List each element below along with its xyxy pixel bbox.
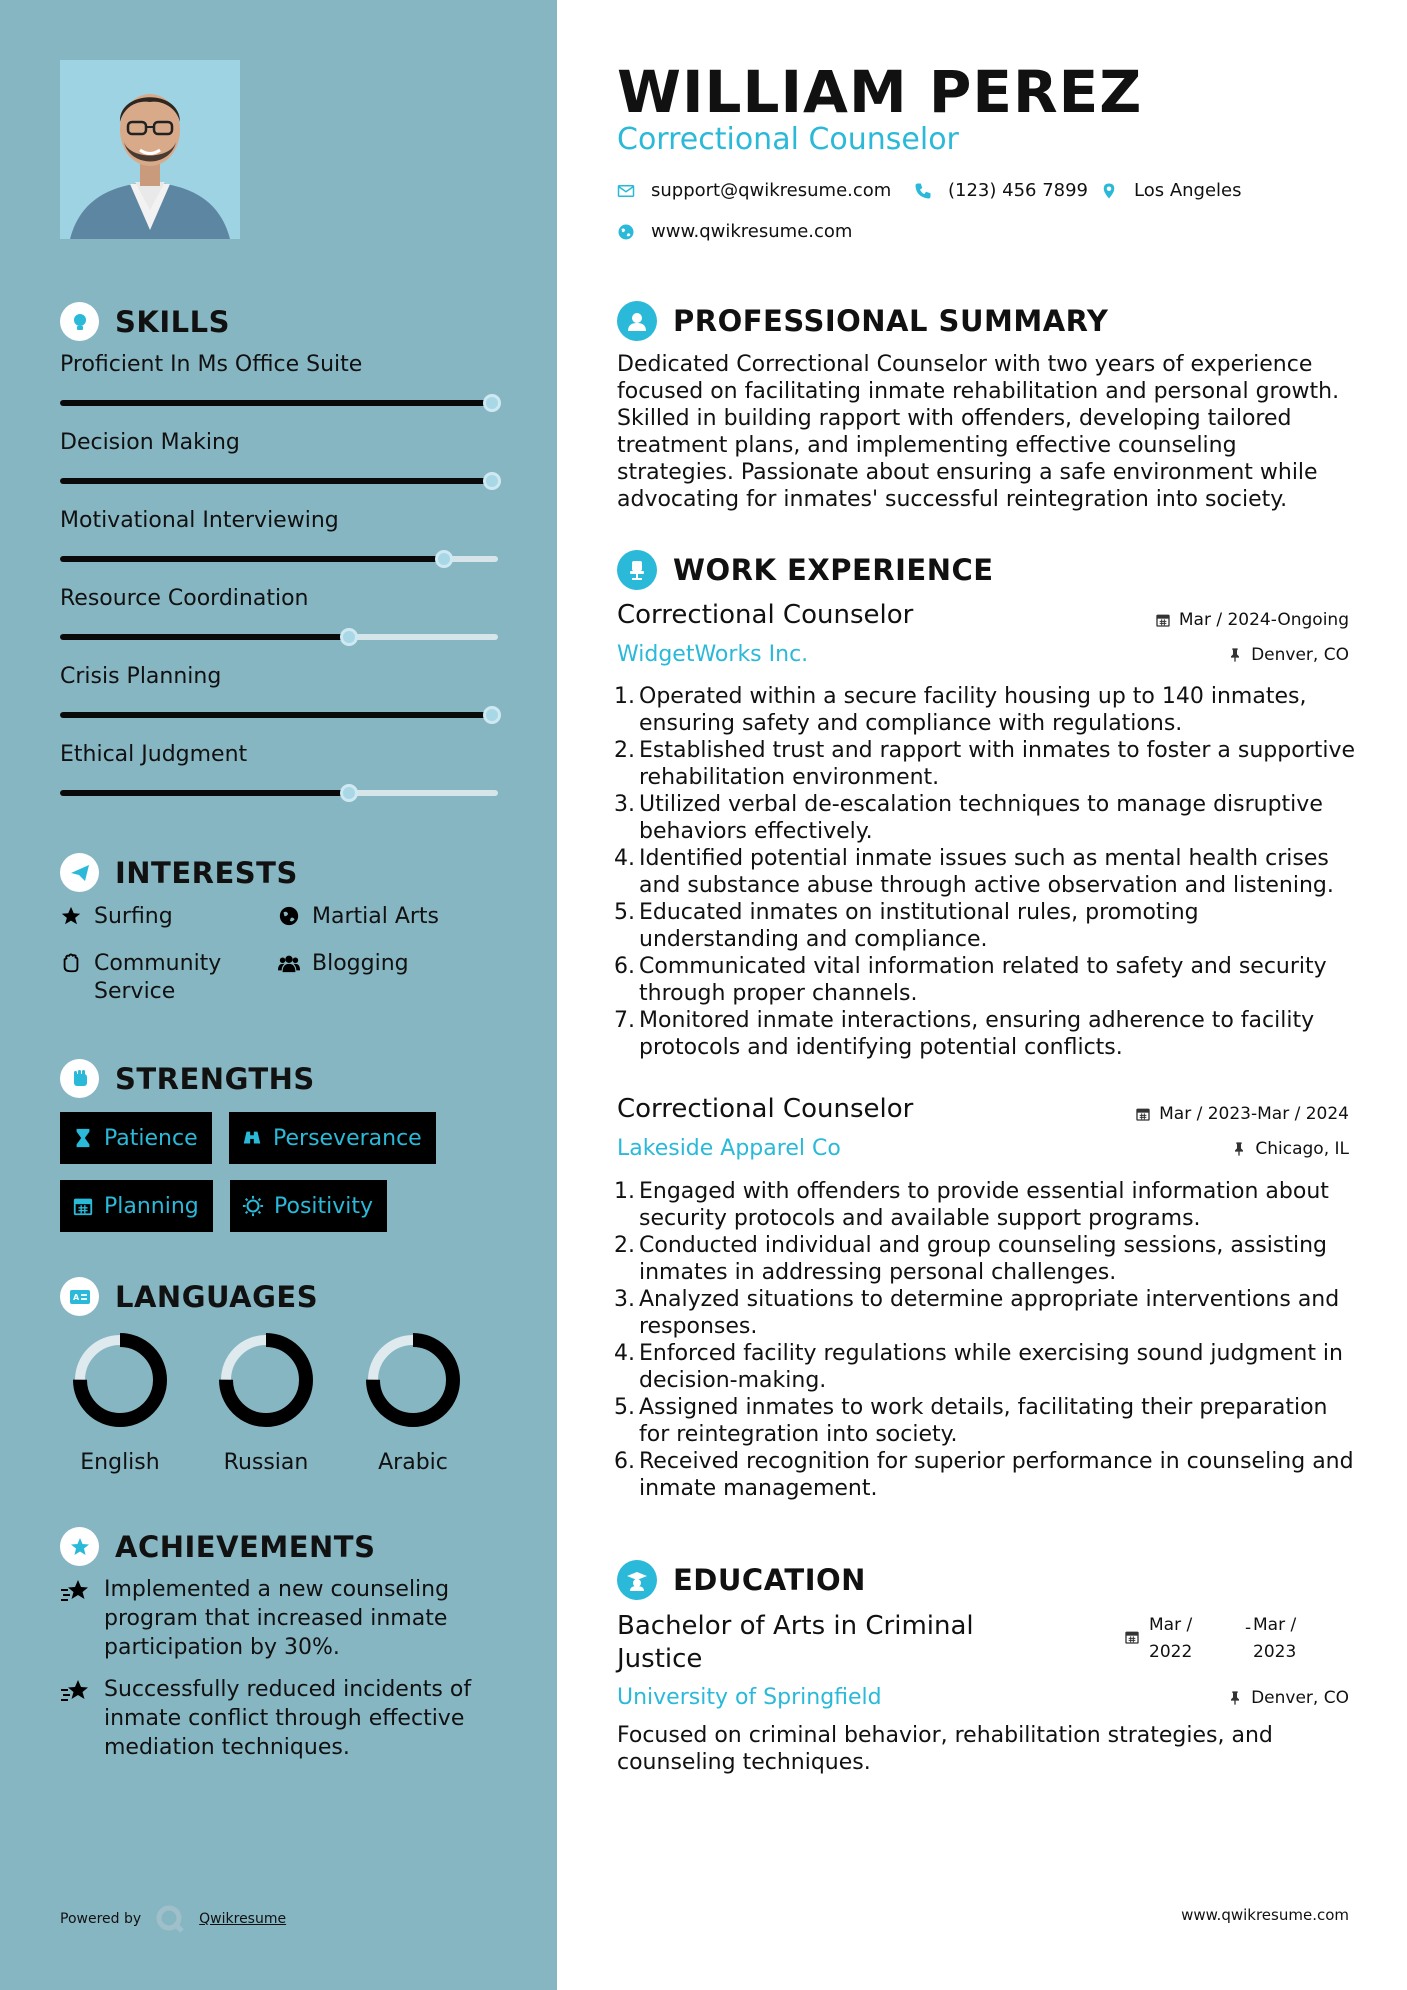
responsibility-text: Identified potential inmate issues such as mental health crises and substance abuse through active observation and listening. bbox=[639, 846, 1334, 898]
responsibility-number: 1. bbox=[614, 1179, 635, 1204]
qwikresume-link[interactable]: Qwikresume bbox=[199, 1911, 287, 1927]
office-chair-icon bbox=[617, 550, 657, 590]
skill-label: Crisis Planning bbox=[60, 664, 222, 689]
skill-level-fill bbox=[60, 790, 349, 796]
pushpin-icon bbox=[1227, 647, 1243, 663]
job-role: Correctional Counselor bbox=[617, 1094, 914, 1124]
responsibility-number: 6. bbox=[614, 954, 635, 979]
calendar-icon bbox=[1124, 1629, 1140, 1645]
responsibility-number: 6. bbox=[614, 1449, 635, 1474]
responsibility-item bbox=[611, 1448, 1359, 1502]
strengths-heading: STRENGTHS bbox=[115, 1061, 315, 1096]
interests-section-header bbox=[60, 853, 298, 892]
svg-text:A: A bbox=[72, 1292, 79, 1302]
responsibility-item bbox=[611, 1007, 1359, 1061]
summary-section-header bbox=[617, 301, 1108, 341]
job-dates-text: Mar / 2023-Mar / 2024 bbox=[1159, 1104, 1349, 1124]
responsibility-number: 7. bbox=[614, 1008, 635, 1033]
skill-level-knob bbox=[483, 706, 501, 724]
experience-section-header bbox=[617, 550, 994, 590]
phone-text: (123) 456 7899 bbox=[948, 180, 1089, 201]
footer-url[interactable]: www.qwikresume.com bbox=[1181, 1906, 1349, 1924]
skill-label: Resource Coordination bbox=[60, 586, 309, 611]
map-pin-icon bbox=[1100, 182, 1118, 200]
hand-icon bbox=[60, 952, 82, 974]
interest-label: Blogging bbox=[312, 951, 409, 976]
responsibility-text: Operated within a secure facility housing up to 140 inmates, ensuring safety and compliance with regulations. bbox=[639, 684, 1307, 736]
contact-website[interactable] bbox=[617, 221, 852, 242]
language-level-ring bbox=[218, 1332, 314, 1428]
responsibility-text: Educated inmates on institutional rules, promoting understanding and compliance. bbox=[639, 900, 1199, 952]
achievements-heading: ACHIEVEMENTS bbox=[115, 1529, 376, 1564]
skill-level-bar bbox=[60, 400, 498, 406]
language-level-ring bbox=[365, 1332, 461, 1428]
strength-label: Perseverance bbox=[273, 1125, 422, 1151]
hourglass-icon bbox=[72, 1127, 94, 1149]
education-end-year: 2023 bbox=[1253, 1642, 1297, 1662]
education-start bbox=[1149, 1612, 1192, 1666]
skill-level-bar bbox=[60, 478, 498, 484]
qwikresume-logo-icon bbox=[155, 1904, 185, 1934]
strength-label: Positivity bbox=[274, 1193, 374, 1219]
language-card-icon bbox=[60, 1277, 99, 1316]
responsibility-item bbox=[611, 899, 1359, 953]
skill-level-fill bbox=[60, 712, 492, 718]
achievement-item bbox=[60, 1575, 500, 1662]
school[interactable]: University of Springfield bbox=[617, 1685, 882, 1710]
globe-icon bbox=[278, 905, 300, 927]
calendar-icon bbox=[1155, 612, 1171, 628]
sun-icon bbox=[242, 1195, 264, 1217]
website-text: www.qwikresume.com bbox=[651, 221, 853, 242]
interest-label: Martial Arts bbox=[312, 904, 440, 929]
achievement-text: Successfully reduced incidents of inmate conflict through effective mediation techniques. bbox=[104, 1677, 472, 1760]
summary-heading: PROFESSIONAL SUMMARY bbox=[673, 304, 1109, 338]
shooting-star-icon bbox=[60, 1677, 92, 1705]
education-heading: EDUCATION bbox=[673, 1563, 866, 1597]
paper-plane-icon bbox=[60, 853, 99, 892]
job-company[interactable]: WidgetWorks Inc. bbox=[617, 642, 809, 667]
powered-by-label: Powered by bbox=[60, 1911, 142, 1927]
interest-community-service bbox=[60, 950, 244, 1006]
responsibility-item bbox=[611, 1286, 1359, 1340]
job-location-text: Chicago, IL bbox=[1255, 1139, 1349, 1159]
responsibility-text: Conducted individual and group counseling sessions, assisting inmates in addressing personal challenges. bbox=[639, 1233, 1327, 1285]
pushpin-icon bbox=[1231, 1141, 1247, 1157]
education-location bbox=[1227, 1688, 1349, 1708]
skill-level-fill bbox=[60, 634, 349, 640]
skill-level-knob bbox=[483, 394, 501, 412]
responsibility-text: Established trust and rapport with inmates to foster a supportive rehabilitation environment. bbox=[639, 738, 1356, 790]
powered-by bbox=[60, 1904, 286, 1934]
binoculars-icon bbox=[241, 1127, 263, 1149]
interest-martial-arts bbox=[278, 903, 439, 931]
education-end bbox=[1253, 1612, 1296, 1666]
shooting-star-icon bbox=[60, 1577, 92, 1605]
job-location bbox=[1227, 645, 1349, 665]
skill-level-knob bbox=[340, 784, 358, 802]
lightbulb-icon bbox=[60, 302, 99, 341]
job-responsibilities bbox=[611, 1178, 1359, 1502]
responsibility-text: Received recognition for superior performance in counseling and inmate management. bbox=[639, 1449, 1354, 1501]
calendar-icon bbox=[72, 1195, 94, 1217]
responsibility-number: 4. bbox=[614, 1341, 635, 1366]
responsibility-text: Monitored inmate interactions, ensuring adherence to facility protocols and identifying potential conflicts. bbox=[639, 1008, 1315, 1060]
strength-label: Patience bbox=[104, 1125, 198, 1151]
skill-level-bar bbox=[60, 712, 498, 718]
language-label: Arabic bbox=[378, 1450, 448, 1475]
skill-label: Proficient In Ms Office Suite bbox=[60, 352, 363, 377]
job-dates bbox=[1135, 1104, 1349, 1124]
responsibility-text: Communicated vital information related to safety and security through proper channels. bbox=[639, 954, 1327, 1006]
graduate-icon bbox=[617, 1560, 657, 1600]
achievement-item bbox=[60, 1675, 500, 1762]
star-icon bbox=[60, 905, 82, 927]
responsibility-item bbox=[611, 1340, 1359, 1394]
skill-level-fill bbox=[60, 478, 492, 484]
responsibility-text: Engaged with offenders to provide essential information about security protocols and available support programs. bbox=[639, 1179, 1329, 1231]
responsibility-number: 2. bbox=[614, 1233, 635, 1258]
location-text: Los Angeles bbox=[1134, 180, 1242, 201]
responsibility-number: 4. bbox=[614, 846, 635, 871]
responsibility-item bbox=[611, 1232, 1359, 1286]
responsibility-number: 2. bbox=[614, 738, 635, 763]
achievements-section-header bbox=[60, 1527, 375, 1566]
skill-label: Motivational Interviewing bbox=[60, 508, 339, 533]
email-text: support@qwikresume.com bbox=[651, 180, 892, 201]
language-label: English bbox=[80, 1450, 160, 1475]
job-location-text: Denver, CO bbox=[1251, 645, 1349, 665]
interest-blogging bbox=[278, 950, 409, 978]
skill-level-knob bbox=[340, 628, 358, 646]
strength-planning bbox=[60, 1180, 213, 1232]
job-role: Correctional Counselor bbox=[617, 600, 914, 630]
degree: Bachelor of Arts in Criminal Justice bbox=[617, 1611, 974, 1674]
responsibility-text: Analyzed situations to determine appropriate interventions and responses. bbox=[639, 1287, 1340, 1339]
language-level-ring bbox=[72, 1332, 168, 1428]
interest-label: Surfing bbox=[94, 904, 173, 929]
users-icon bbox=[278, 952, 300, 974]
languages-heading: LANGUAGES bbox=[115, 1279, 319, 1314]
skill-level-fill bbox=[60, 556, 444, 562]
job-dates bbox=[1155, 610, 1349, 630]
experience-heading: WORK EXPERIENCE bbox=[673, 553, 994, 587]
education-start-year: 2022 bbox=[1149, 1642, 1193, 1662]
skill-level-bar bbox=[60, 556, 498, 562]
language-item bbox=[206, 1332, 326, 1475]
education-start-month: Mar / bbox=[1149, 1615, 1193, 1635]
phone-icon bbox=[914, 182, 932, 200]
responsibility-text: Utilized verbal de-escalation techniques to manage disruptive behaviors effectively. bbox=[639, 792, 1323, 844]
globe-icon bbox=[617, 223, 635, 241]
interest-label: Community Service bbox=[94, 951, 222, 1004]
job-company[interactable]: Lakeside Apparel Co bbox=[617, 1136, 841, 1161]
responsibility-item bbox=[611, 953, 1359, 1007]
languages-section-header bbox=[60, 1277, 318, 1316]
responsibility-item bbox=[611, 791, 1359, 845]
skill-label: Decision Making bbox=[60, 430, 240, 455]
education-date-dash: - bbox=[1245, 1618, 1252, 1638]
responsibility-number: 1. bbox=[614, 684, 635, 709]
skill-level-knob bbox=[435, 550, 453, 568]
achievement-text: Implemented a new counseling program that increased inmate participation by 30%. bbox=[104, 1577, 450, 1660]
skills-section-header bbox=[60, 302, 230, 341]
strength-positivity bbox=[230, 1180, 387, 1232]
responsibility-number: 3. bbox=[614, 792, 635, 817]
responsibility-item bbox=[611, 1394, 1359, 1448]
responsibility-item bbox=[611, 737, 1359, 791]
skill-level-bar bbox=[60, 634, 498, 640]
fist-icon bbox=[60, 1059, 99, 1098]
job-responsibilities bbox=[611, 683, 1359, 1061]
responsibility-item bbox=[611, 845, 1359, 899]
star-badge-icon bbox=[60, 1527, 99, 1566]
job-location bbox=[1231, 1139, 1349, 1159]
contact-email[interactable] bbox=[617, 180, 891, 201]
profile-photo bbox=[60, 60, 240, 239]
strength-patience bbox=[60, 1112, 212, 1164]
education-section-header bbox=[617, 1560, 866, 1600]
responsibility-number: 5. bbox=[614, 900, 635, 925]
responsibility-text: Enforced facility regulations while exercising sound judgment in decision-making. bbox=[639, 1341, 1343, 1393]
job-dates-text: Mar / 2024-Ongoing bbox=[1178, 610, 1349, 630]
contact-location bbox=[1100, 180, 1242, 201]
skill-level-knob bbox=[483, 472, 501, 490]
language-label: Russian bbox=[223, 1450, 309, 1475]
responsibility-item bbox=[611, 1178, 1359, 1232]
user-icon bbox=[617, 301, 657, 341]
language-item bbox=[60, 1332, 180, 1475]
education-description: Focused on criminal behavior, rehabilitation strategies, and counseling techniques. bbox=[617, 1723, 1273, 1775]
language-item bbox=[353, 1332, 473, 1475]
strengths-section-header bbox=[60, 1059, 315, 1098]
skill-level-fill bbox=[60, 400, 492, 406]
interest-surfing bbox=[60, 903, 173, 931]
pushpin-icon bbox=[1227, 1690, 1243, 1706]
envelope-icon bbox=[617, 182, 635, 200]
responsibility-text: Assigned inmates to work details, facilitating their preparation for reintegration into society. bbox=[639, 1395, 1328, 1447]
skills-heading: SKILLS bbox=[115, 304, 230, 339]
skill-label: Ethical Judgment bbox=[60, 742, 248, 767]
contact-phone[interactable] bbox=[914, 180, 1088, 201]
interests-heading: INTERESTS bbox=[115, 855, 298, 890]
education-location-text: Denver, CO bbox=[1251, 1688, 1349, 1708]
responsibility-number: 3. bbox=[614, 1287, 635, 1312]
person-name: WILLIAM PEREZ bbox=[617, 58, 1143, 126]
strength-perseverance bbox=[229, 1112, 436, 1164]
person-title: Correctional Counselor bbox=[617, 122, 959, 157]
responsibility-item bbox=[611, 683, 1359, 737]
skill-level-bar bbox=[60, 790, 498, 796]
strength-label: Planning bbox=[104, 1193, 199, 1219]
summary-text: Dedicated Correctional Counselor with two years of experience focused on facilitating inmate rehabilitation and personal growth. Skilled in building rapport with offenders, developing tailored treatment plans, and implementing effective counseling strategies. Passionate about ensuring a safe environment while advocating for inmates' successful reintegration into society. bbox=[617, 352, 1340, 512]
education-end-month: Mar / bbox=[1253, 1615, 1297, 1635]
responsibility-number: 5. bbox=[614, 1395, 635, 1420]
calendar-icon bbox=[1135, 1106, 1151, 1122]
